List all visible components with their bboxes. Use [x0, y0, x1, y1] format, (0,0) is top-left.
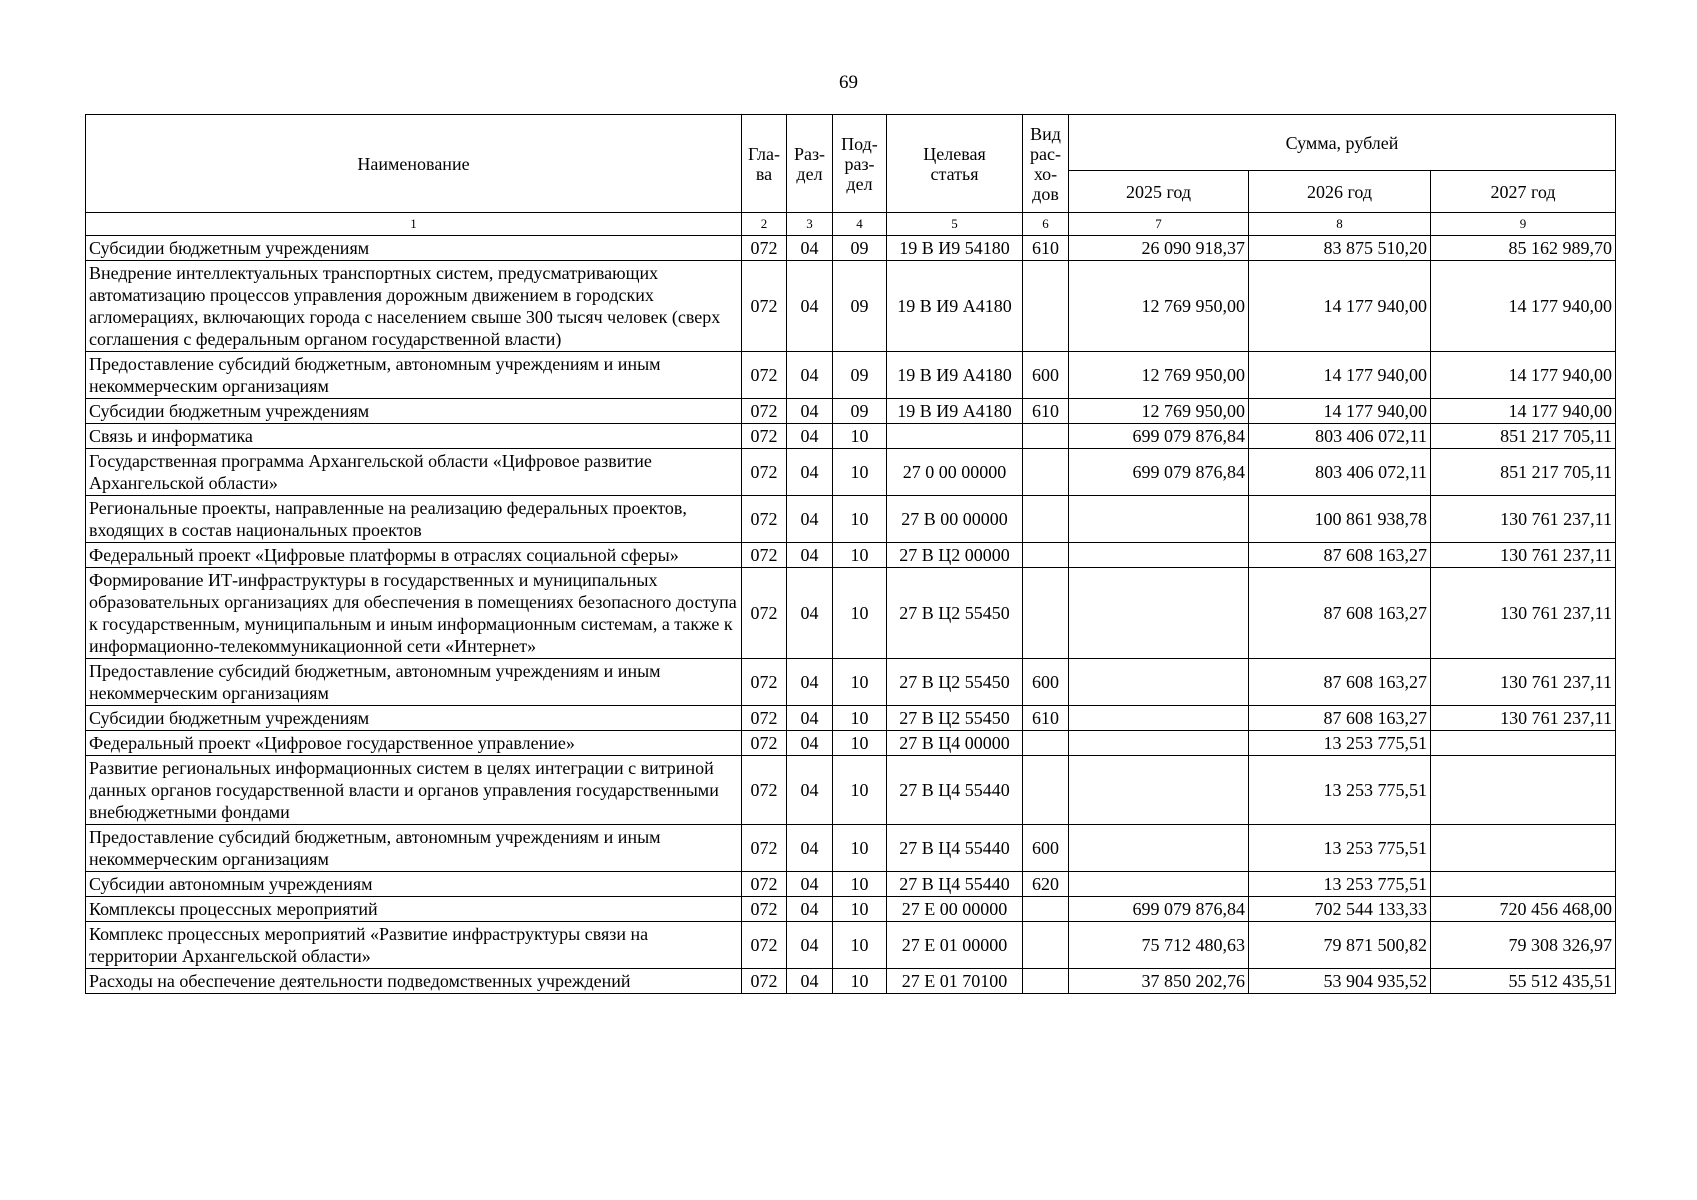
row-vid-rashodov: 600: [1023, 352, 1069, 399]
row-glava: 072: [742, 261, 787, 352]
budget-table: [85, 114, 1616, 994]
row-sum-2026: 87 608 163,27: [1249, 543, 1431, 568]
row-celevaya-statya: 27 В Ц4 00000: [887, 731, 1023, 756]
row-name: Субсидии автономным учреждениям: [86, 872, 742, 897]
row-glava: 072: [742, 352, 787, 399]
row-sum-2025: 12 769 950,00: [1069, 399, 1249, 424]
row-vid-rashodov: [1023, 261, 1069, 352]
page-number: 69: [839, 72, 858, 93]
row-vid-rashodov: 600: [1023, 659, 1069, 706]
row-glava: 072: [742, 706, 787, 731]
row-sum-2027: 85 162 989,70: [1431, 236, 1616, 261]
row-sum-2025: 12 769 950,00: [1069, 352, 1249, 399]
row-sum-2027: [1431, 825, 1616, 872]
table-row: [86, 756, 1616, 825]
row-glava: 072: [742, 825, 787, 872]
row-celevaya-statya: 19 В И9 А4180: [887, 261, 1023, 352]
row-celevaya-statya: 27 В Ц4 55440: [887, 756, 1023, 825]
row-podrazdel: 10: [833, 922, 887, 969]
header-summa: Сумма, рублей: [1069, 115, 1616, 171]
row-celevaya-statya: 27 В Ц2 55450: [887, 568, 1023, 659]
row-sum-2026: 100 861 938,78: [1249, 496, 1431, 543]
column-number: 4: [833, 213, 887, 236]
row-sum-2025: 12 769 950,00: [1069, 261, 1249, 352]
row-sum-2027: 130 761 237,11: [1431, 568, 1616, 659]
column-number: 9: [1431, 213, 1616, 236]
table-row: [86, 261, 1616, 352]
row-razdel: 04: [787, 543, 833, 568]
row-celevaya-statya: 27 В Ц4 55440: [887, 825, 1023, 872]
row-razdel: 04: [787, 424, 833, 449]
row-sum-2027: 851 217 705,11: [1431, 449, 1616, 496]
row-sum-2027: 14 177 940,00: [1431, 352, 1616, 399]
row-glava: 072: [742, 969, 787, 994]
row-sum-2026: 87 608 163,27: [1249, 659, 1431, 706]
row-sum-2025: 26 090 918,37: [1069, 236, 1249, 261]
row-podrazdel: 10: [833, 424, 887, 449]
row-glava: 072: [742, 449, 787, 496]
row-glava: 072: [742, 731, 787, 756]
row-name: Расходы на обеспечение деятельности подведомственных учреждений: [86, 969, 742, 994]
row-sum-2027: 14 177 940,00: [1431, 399, 1616, 424]
row-name: Региональные проекты, направленные на реализацию федеральных проектов, входящих в состав национальных проектов: [86, 496, 742, 543]
row-sum-2025: 699 079 876,84: [1069, 449, 1249, 496]
row-razdel: 04: [787, 261, 833, 352]
row-celevaya-statya: 27 В Ц2 55450: [887, 706, 1023, 731]
row-glava: 072: [742, 496, 787, 543]
row-vid-rashodov: 610: [1023, 236, 1069, 261]
row-name: Связь и информатика: [86, 424, 742, 449]
row-sum-2025: [1069, 731, 1249, 756]
column-number-row: [86, 213, 1616, 236]
row-celevaya-statya: 27 В Ц2 55450: [887, 659, 1023, 706]
row-podrazdel: 10: [833, 825, 887, 872]
column-number: 8: [1249, 213, 1431, 236]
row-celevaya-statya: 19 В И9 А4180: [887, 352, 1023, 399]
row-sum-2027: 55 512 435,51: [1431, 969, 1616, 994]
row-celevaya-statya: 27 0 00 00000: [887, 449, 1023, 496]
row-razdel: 04: [787, 659, 833, 706]
row-celevaya-statya: 27 Е 00 00000: [887, 897, 1023, 922]
row-sum-2026: 803 406 072,11: [1249, 449, 1431, 496]
row-sum-2025: 75 712 480,63: [1069, 922, 1249, 969]
row-vid-rashodov: [1023, 922, 1069, 969]
row-sum-2026: 14 177 940,00: [1249, 399, 1431, 424]
row-glava: 072: [742, 872, 787, 897]
row-sum-2026: 13 253 775,51: [1249, 756, 1431, 825]
row-sum-2027: 720 456 468,00: [1431, 897, 1616, 922]
row-sum-2025: [1069, 825, 1249, 872]
row-vid-rashodov: [1023, 449, 1069, 496]
row-name: Федеральный проект «Цифровое государственное управление»: [86, 731, 742, 756]
row-celevaya-statya: 27 В 00 00000: [887, 496, 1023, 543]
row-sum-2027: [1431, 872, 1616, 897]
row-sum-2026: 14 177 940,00: [1249, 352, 1431, 399]
row-podrazdel: 09: [833, 352, 887, 399]
column-number: 6: [1023, 213, 1069, 236]
row-razdel: 04: [787, 449, 833, 496]
table-row: [86, 922, 1616, 969]
header-2027: 2027 год: [1431, 171, 1616, 213]
row-name: Субсидии бюджетным учреждениям: [86, 706, 742, 731]
row-glava: 072: [742, 756, 787, 825]
table-row: [86, 543, 1616, 568]
row-celevaya-statya: 27 Е 01 00000: [887, 922, 1023, 969]
table-row: [86, 872, 1616, 897]
table-row: [86, 897, 1616, 922]
table-row: [86, 825, 1616, 872]
row-podrazdel: 09: [833, 236, 887, 261]
header-vid: Вид рас- хо- дов: [1023, 115, 1069, 213]
row-sum-2025: [1069, 659, 1249, 706]
table-row: [86, 352, 1616, 399]
header-glava: Гла- ва: [742, 115, 787, 213]
row-sum-2026: 702 544 133,33: [1249, 897, 1431, 922]
row-vid-rashodov: [1023, 897, 1069, 922]
row-vid-rashodov: [1023, 543, 1069, 568]
row-celevaya-statya: 27 В Ц2 00000: [887, 543, 1023, 568]
row-name: Субсидии бюджетным учреждениям: [86, 236, 742, 261]
row-glava: 072: [742, 922, 787, 969]
row-sum-2026: 79 871 500,82: [1249, 922, 1431, 969]
table-row: [86, 399, 1616, 424]
row-sum-2025: 699 079 876,84: [1069, 897, 1249, 922]
row-razdel: 04: [787, 825, 833, 872]
row-razdel: 04: [787, 969, 833, 994]
row-sum-2026: 53 904 935,52: [1249, 969, 1431, 994]
row-sum-2025: 699 079 876,84: [1069, 424, 1249, 449]
row-sum-2026: 803 406 072,11: [1249, 424, 1431, 449]
row-celevaya-statya: 27 Е 01 70100: [887, 969, 1023, 994]
row-podrazdel: 09: [833, 399, 887, 424]
row-sum-2027: 79 308 326,97: [1431, 922, 1616, 969]
row-name: Внедрение интеллектуальных транспортных систем, предусматривающих автоматизацию процессов управления дорожным движением в городских агломерациях, включающих города с населением свыше 300 тысяч человек (сверх соглашения с федеральным органом государственной власти): [86, 261, 742, 352]
row-razdel: 04: [787, 731, 833, 756]
row-razdel: 04: [787, 897, 833, 922]
row-podrazdel: 10: [833, 568, 887, 659]
column-number: 3: [787, 213, 833, 236]
row-razdel: 04: [787, 922, 833, 969]
row-sum-2026: 13 253 775,51: [1249, 731, 1431, 756]
table-row: [86, 706, 1616, 731]
column-number: 2: [742, 213, 787, 236]
table-row: [86, 496, 1616, 543]
table-row: [86, 731, 1616, 756]
row-glava: 072: [742, 424, 787, 449]
column-number: 5: [887, 213, 1023, 236]
row-razdel: 04: [787, 236, 833, 261]
row-podrazdel: 10: [833, 449, 887, 496]
row-vid-rashodov: [1023, 969, 1069, 994]
table-row: [86, 659, 1616, 706]
row-sum-2027: 14 177 940,00: [1431, 261, 1616, 352]
row-name: Предоставление субсидий бюджетным, автономным учреждениям и иным некоммерческим организациям: [86, 352, 742, 399]
row-sum-2026: 87 608 163,27: [1249, 706, 1431, 731]
row-vid-rashodov: [1023, 568, 1069, 659]
row-sum-2025: 37 850 202,76: [1069, 969, 1249, 994]
row-podrazdel: 10: [833, 496, 887, 543]
header-podrazdel: Под- раз- дел: [833, 115, 887, 213]
row-podrazdel: 10: [833, 897, 887, 922]
row-sum-2027: [1431, 731, 1616, 756]
row-sum-2026: 13 253 775,51: [1249, 872, 1431, 897]
row-sum-2026: 83 875 510,20: [1249, 236, 1431, 261]
row-razdel: 04: [787, 872, 833, 897]
row-glava: 072: [742, 543, 787, 568]
row-name: Предоставление субсидий бюджетным, автономным учреждениям и иным некоммерческим организациям: [86, 825, 742, 872]
table-row: [86, 236, 1616, 261]
row-celevaya-statya: 19 В И9 54180: [887, 236, 1023, 261]
row-sum-2025: [1069, 872, 1249, 897]
column-number: 1: [86, 213, 742, 236]
row-podrazdel: 10: [833, 872, 887, 897]
row-sum-2027: 851 217 705,11: [1431, 424, 1616, 449]
row-glava: 072: [742, 659, 787, 706]
row-glava: 072: [742, 568, 787, 659]
table-row: [86, 568, 1616, 659]
row-vid-rashodov: 600: [1023, 825, 1069, 872]
row-sum-2025: [1069, 496, 1249, 543]
row-vid-rashodov: [1023, 731, 1069, 756]
row-sum-2025: [1069, 706, 1249, 731]
header-celevaya: Целевая статья: [887, 115, 1023, 213]
row-sum-2027: 130 761 237,11: [1431, 543, 1616, 568]
row-razdel: 04: [787, 756, 833, 825]
table-row: [86, 424, 1616, 449]
row-name: Комплекс процессных мероприятий «Развитие инфраструктуры связи на территории Архангельской области»: [86, 922, 742, 969]
header-name: Наименование: [86, 115, 742, 213]
row-name: Комплексы процессных мероприятий: [86, 897, 742, 922]
row-razdel: 04: [787, 496, 833, 543]
table-body: [86, 236, 1616, 994]
row-sum-2025: [1069, 543, 1249, 568]
row-podrazdel: 10: [833, 969, 887, 994]
row-sum-2026: 13 253 775,51: [1249, 825, 1431, 872]
row-name: Формирование ИТ-инфраструктуры в государственных и муниципальных образовательных организациях для обеспечения в помещениях безопасного доступа к государственным, муниципальным и иным информационным системам, а также к информационно-телекоммуникационной сети «Интернет»: [86, 568, 742, 659]
row-vid-rashodov: [1023, 756, 1069, 825]
row-glava: 072: [742, 236, 787, 261]
row-podrazdel: 10: [833, 756, 887, 825]
row-name: Государственная программа Архангельской области «Цифровое развитие Архангельской области»: [86, 449, 742, 496]
row-celevaya-statya: 19 В И9 А4180: [887, 399, 1023, 424]
row-podrazdel: 10: [833, 706, 887, 731]
row-podrazdel: 10: [833, 543, 887, 568]
row-razdel: 04: [787, 568, 833, 659]
row-glava: 072: [742, 897, 787, 922]
row-sum-2027: 130 761 237,11: [1431, 496, 1616, 543]
header-razdel: Раз- дел: [787, 115, 833, 213]
row-razdel: 04: [787, 706, 833, 731]
column-number: 7: [1069, 213, 1249, 236]
row-sum-2027: [1431, 756, 1616, 825]
row-vid-rashodov: 620: [1023, 872, 1069, 897]
table-row: [86, 449, 1616, 496]
row-vid-rashodov: [1023, 424, 1069, 449]
row-sum-2025: [1069, 756, 1249, 825]
row-vid-rashodov: 610: [1023, 706, 1069, 731]
row-sum-2026: 87 608 163,27: [1249, 568, 1431, 659]
row-razdel: 04: [787, 352, 833, 399]
row-sum-2025: [1069, 568, 1249, 659]
row-celevaya-statya: 27 В Ц4 55440: [887, 872, 1023, 897]
row-name: Развитие региональных информационных систем в целях интеграции с витриной данных органов государственной власти и органов управления государственными внебюджетными фондами: [86, 756, 742, 825]
row-podrazdel: 09: [833, 261, 887, 352]
row-razdel: 04: [787, 399, 833, 424]
row-podrazdel: 10: [833, 659, 887, 706]
row-glava: 072: [742, 399, 787, 424]
row-vid-rashodov: [1023, 496, 1069, 543]
row-name: Субсидии бюджетным учреждениям: [86, 399, 742, 424]
row-sum-2027: 130 761 237,11: [1431, 659, 1616, 706]
row-name: Предоставление субсидий бюджетным, автономным учреждениям и иным некоммерческим организациям: [86, 659, 742, 706]
row-sum-2026: 14 177 940,00: [1249, 261, 1431, 352]
row-podrazdel: 10: [833, 731, 887, 756]
row-celevaya-statya: [887, 424, 1023, 449]
row-sum-2027: 130 761 237,11: [1431, 706, 1616, 731]
header-2025: 2025 год: [1069, 171, 1249, 213]
row-vid-rashodov: 610: [1023, 399, 1069, 424]
row-name: Федеральный проект «Цифровые платформы в отраслях социальной сферы»: [86, 543, 742, 568]
table-row: [86, 969, 1616, 994]
header-2026: 2026 год: [1249, 171, 1431, 213]
